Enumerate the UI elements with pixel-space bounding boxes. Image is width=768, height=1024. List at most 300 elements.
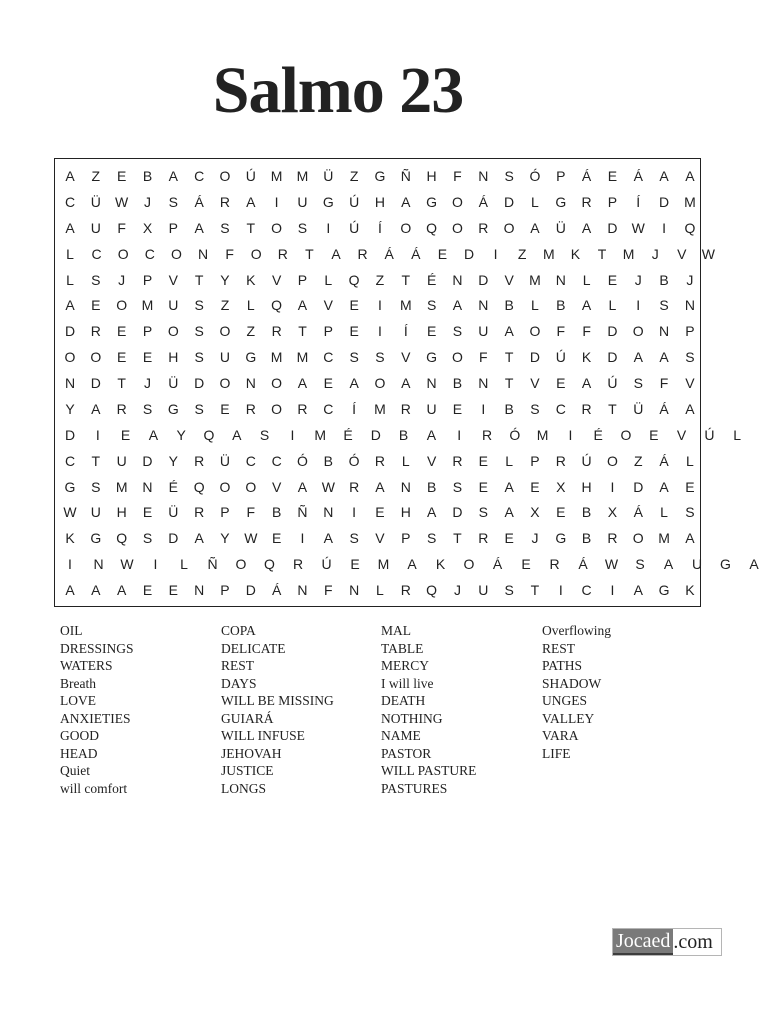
grid-letter: D bbox=[370, 426, 381, 443]
grid-letter: Q bbox=[271, 297, 283, 314]
grid-letter: U bbox=[478, 582, 489, 598]
grid-letter: B bbox=[398, 426, 409, 443]
grid-letter: Á bbox=[271, 582, 282, 598]
grid-letter: I bbox=[378, 297, 382, 314]
grid-letter: J bbox=[634, 271, 642, 288]
word-list-item: TABLE bbox=[381, 640, 424, 656]
grid-letter: B bbox=[323, 452, 333, 469]
grid-letter: N bbox=[64, 375, 76, 391]
grid-letter: V bbox=[271, 271, 282, 288]
grid-letter: Á bbox=[411, 245, 421, 262]
grid-letter: Y bbox=[220, 530, 230, 547]
grid-letter: E bbox=[530, 478, 540, 495]
grid-letter: Ú bbox=[581, 452, 592, 469]
grid-letter: S bbox=[685, 504, 695, 521]
grid-letter: T bbox=[453, 530, 462, 547]
grid-letter: U bbox=[219, 349, 231, 366]
grid-letter: I bbox=[274, 193, 279, 210]
word-list-item: ANXIETIES bbox=[60, 710, 131, 726]
grid-letter: L bbox=[686, 452, 694, 469]
grid-letter: D bbox=[142, 452, 153, 469]
logo-suffix: .com bbox=[673, 931, 713, 953]
grid-letter: O bbox=[219, 478, 231, 495]
grid-letter: Ü bbox=[323, 168, 334, 184]
grid-letter: E bbox=[349, 323, 359, 340]
grid-letter: F bbox=[478, 349, 488, 366]
grid-letter: D bbox=[607, 219, 618, 236]
grid-letter: E bbox=[120, 426, 131, 443]
grid-letter: S bbox=[194, 349, 204, 366]
grid-letter: Z bbox=[633, 452, 643, 469]
grid-letter: C bbox=[64, 452, 76, 469]
grid-letter: B bbox=[142, 168, 153, 184]
grid-letter: D bbox=[463, 245, 475, 262]
grid-letter: F bbox=[556, 323, 566, 340]
grid-letter: E bbox=[437, 245, 448, 262]
grid-letter: Á bbox=[633, 504, 643, 521]
grid-letter: G bbox=[426, 193, 438, 210]
grid-letter: R bbox=[219, 193, 231, 210]
grid-letter: Á bbox=[578, 556, 588, 573]
grid-letter: R bbox=[271, 323, 282, 340]
grid-letter: W bbox=[63, 504, 77, 521]
grid-letter: O bbox=[245, 478, 257, 495]
grid-letter: A bbox=[659, 478, 669, 495]
grid-letter: R bbox=[245, 400, 256, 417]
grid-letter: Z bbox=[375, 271, 385, 288]
grid-letter: W bbox=[631, 219, 645, 236]
grid-letter: H bbox=[374, 193, 386, 210]
grid-letter: O bbox=[632, 530, 644, 547]
grid-letter: Ü bbox=[168, 375, 179, 391]
word-list-item: VARA bbox=[542, 728, 579, 743]
grid-letter: Ú bbox=[349, 193, 360, 210]
grid-letter: Z bbox=[517, 245, 527, 262]
grid-letter: C bbox=[323, 400, 334, 417]
word-list-item: HEAD bbox=[60, 745, 98, 761]
grid-letter: A bbox=[659, 168, 669, 184]
grid-letter: Á bbox=[194, 193, 204, 210]
grid-letter: L bbox=[180, 556, 188, 573]
grid-letter: T bbox=[194, 271, 204, 288]
word-list-item: DAYS bbox=[221, 675, 257, 691]
grid-letter: L bbox=[376, 582, 384, 598]
grid-letter: Í bbox=[352, 400, 357, 417]
grid-letter: A bbox=[297, 375, 308, 391]
grid-letter: I bbox=[153, 556, 158, 573]
word-list-item: REST bbox=[542, 640, 576, 656]
grid-letter: Ú bbox=[349, 219, 360, 236]
grid-letter: R bbox=[400, 400, 411, 417]
grid-letter: É bbox=[593, 426, 603, 443]
grid-letter: Á bbox=[478, 193, 488, 210]
grid-letter: Z bbox=[91, 168, 101, 184]
grid-letter: N bbox=[194, 582, 205, 598]
grid-letter: D bbox=[504, 193, 515, 210]
grid-letter: Q bbox=[203, 426, 215, 443]
grid-letter: N bbox=[297, 582, 308, 598]
grid-row bbox=[50, 193, 768, 211]
grid-letter: E bbox=[478, 478, 488, 495]
grid-letter: A bbox=[685, 168, 695, 184]
word-list-item: NOTHING bbox=[381, 710, 443, 726]
grid-letter: E bbox=[116, 168, 127, 184]
grid-letter: O bbox=[271, 400, 283, 417]
grid-letter: D bbox=[659, 193, 670, 210]
grid-letter: P bbox=[685, 323, 695, 340]
grid-letter: É bbox=[426, 271, 437, 288]
grid-letter: A bbox=[168, 168, 178, 184]
page-title: Salmo 23 bbox=[212, 54, 464, 127]
word-list-item: GUIARÁ bbox=[221, 710, 274, 726]
grid-letter: L bbox=[246, 297, 255, 314]
grid-letter: C bbox=[194, 168, 205, 184]
word-list-item: PASTOR bbox=[381, 745, 432, 761]
grid-letter: P bbox=[556, 168, 566, 184]
grid-letter: L bbox=[531, 193, 539, 210]
grid-letter: A bbox=[246, 193, 256, 210]
grid-letter: R bbox=[357, 245, 368, 262]
grid-letter: R bbox=[581, 400, 592, 417]
logo-brand: Jocaed bbox=[613, 929, 673, 955]
grid-letter: V bbox=[271, 478, 282, 495]
grid-letter: V bbox=[401, 349, 411, 366]
grid-letter: Ú bbox=[555, 349, 566, 366]
grid-letter: N bbox=[555, 271, 566, 288]
grid-letter: P bbox=[401, 530, 411, 547]
grid-letter: Q bbox=[264, 556, 275, 573]
grid-letter: A bbox=[375, 478, 385, 495]
grid-letter: W bbox=[604, 556, 619, 573]
grid-letter: E bbox=[556, 504, 566, 521]
grid-letter: E bbox=[452, 400, 463, 417]
grid-letter: V bbox=[426, 452, 437, 469]
grid-letter: A bbox=[581, 375, 592, 391]
grid-letter: R bbox=[607, 530, 618, 547]
grid-letter: W bbox=[321, 478, 335, 495]
grid-letter: Q bbox=[116, 530, 128, 547]
grid-letter: U bbox=[90, 504, 101, 521]
grid-letter: J bbox=[531, 530, 539, 547]
grid-letter: L bbox=[505, 452, 513, 469]
grid-letter: X bbox=[142, 219, 153, 236]
grid-letter: K bbox=[581, 349, 592, 366]
grid-letter: R bbox=[478, 219, 489, 236]
grid-row bbox=[50, 400, 768, 418]
grid-letter: G bbox=[658, 582, 670, 598]
grid-letter: K bbox=[685, 582, 695, 598]
grid-letter: O bbox=[620, 426, 632, 443]
grid-row bbox=[50, 555, 768, 573]
grid-letter: D bbox=[607, 349, 618, 366]
grid-letter: S bbox=[426, 297, 437, 314]
grid-letter: F bbox=[225, 245, 234, 262]
grid-letter: S bbox=[297, 219, 308, 236]
grid-letter: T bbox=[608, 400, 617, 417]
grid-letter: O bbox=[219, 168, 231, 184]
grid-letter: Ñ bbox=[400, 168, 411, 184]
grid-letter: D bbox=[529, 349, 540, 366]
grid-letter: A bbox=[685, 530, 695, 547]
grid-letter: S bbox=[685, 349, 695, 366]
grid-letter: M bbox=[399, 297, 412, 314]
grid-letter: U bbox=[691, 556, 703, 573]
grid-letter: O bbox=[117, 245, 129, 262]
word-list-item: LONGS bbox=[221, 780, 267, 796]
grid-letter: N bbox=[426, 375, 437, 391]
grid-letter: T bbox=[298, 323, 307, 340]
grid-letter: U bbox=[90, 219, 101, 236]
grid-letter: S bbox=[349, 530, 359, 547]
grid-letter: V bbox=[677, 245, 687, 262]
grid-letter: A bbox=[504, 323, 514, 340]
grid-letter: Ú bbox=[607, 375, 618, 391]
grid-letter: E bbox=[142, 582, 153, 598]
grid-letter: V bbox=[323, 297, 333, 314]
grid-letter: S bbox=[259, 426, 270, 443]
grid-letter: E bbox=[349, 297, 359, 314]
grid-letter: A bbox=[116, 582, 127, 598]
grid-letter: S bbox=[91, 271, 101, 288]
grid-letter: R bbox=[374, 452, 386, 469]
grid-letter: R bbox=[90, 323, 101, 340]
grid-letter: Y bbox=[176, 426, 186, 443]
grid-letter: I bbox=[662, 219, 667, 236]
grid-letter: S bbox=[142, 400, 153, 417]
grid-letter: L bbox=[324, 271, 333, 288]
word-list-item: MAL bbox=[381, 623, 411, 638]
grid-letter: E bbox=[521, 556, 531, 573]
grid-letter: F bbox=[453, 168, 462, 184]
grid-letter: A bbox=[581, 297, 592, 314]
grid-letter: K bbox=[570, 245, 581, 262]
grid-letter: A bbox=[65, 168, 75, 184]
grid-letter: B bbox=[556, 297, 566, 314]
word-list-item: DEATH bbox=[381, 693, 426, 708]
grid-letter: Ó bbox=[509, 426, 521, 443]
grid-letter: E bbox=[323, 375, 333, 391]
grid-letter: E bbox=[375, 504, 385, 521]
grid-letter: I bbox=[558, 582, 563, 598]
grid-letter: A bbox=[749, 556, 759, 573]
word-list-item: will comfort bbox=[60, 780, 128, 796]
grid-letter: Ñ bbox=[207, 556, 218, 573]
grid-letter: C bbox=[271, 452, 282, 469]
word-list-item: PATHS bbox=[542, 658, 583, 673]
grid-letter: K bbox=[246, 271, 256, 288]
grid-letter: S bbox=[452, 478, 463, 495]
grid-letter: A bbox=[194, 530, 204, 547]
grid-letter: W bbox=[120, 556, 134, 573]
grid-letter: Á bbox=[492, 556, 503, 573]
grid-letter: O bbox=[451, 219, 463, 236]
grid-letter: E bbox=[91, 297, 101, 314]
grid-letter: N bbox=[400, 478, 411, 495]
grid-letter: F bbox=[582, 323, 591, 340]
grid-letter: O bbox=[374, 375, 386, 391]
grid-letter: M bbox=[658, 530, 670, 547]
grid-letter: D bbox=[245, 582, 256, 598]
grid-letter: I bbox=[493, 245, 498, 262]
grid-letter: I bbox=[636, 297, 641, 314]
grid-letter: G bbox=[322, 193, 334, 210]
grid-letter: Z bbox=[246, 323, 256, 340]
grid-letter: G bbox=[555, 530, 567, 547]
grid-letter: O bbox=[116, 297, 128, 314]
word-list-item: Breath bbox=[60, 675, 96, 691]
grid-letter: I bbox=[95, 426, 100, 443]
grid-letter: Ú bbox=[321, 556, 332, 573]
grid-letter: N bbox=[323, 504, 334, 521]
grid-letter: R bbox=[116, 400, 127, 417]
grid-letter: N bbox=[684, 297, 695, 314]
grid-letter: B bbox=[581, 504, 592, 521]
grid-row bbox=[50, 167, 768, 185]
grid-letter: A bbox=[663, 556, 674, 573]
word-list-item: JUSTICE bbox=[221, 763, 274, 778]
grid-letter: A bbox=[426, 504, 437, 521]
grid-letter: J bbox=[118, 271, 126, 288]
grid-letter: R bbox=[297, 400, 308, 417]
grid-letter: D bbox=[64, 426, 76, 443]
grid-letter: I bbox=[568, 426, 573, 443]
grid-letter: N bbox=[142, 478, 153, 495]
grid-letter: A bbox=[297, 297, 308, 314]
grid-letter: J bbox=[686, 271, 694, 288]
word-list-item: WILL PASTURE bbox=[381, 763, 477, 778]
grid-letter: Y bbox=[65, 400, 75, 417]
grid-letter: A bbox=[65, 297, 75, 314]
word-list-item: LOVE bbox=[60, 693, 96, 708]
grid-letter: G bbox=[374, 168, 386, 184]
word-list-item: WILL BE MISSING bbox=[221, 693, 334, 708]
grid-letter: Í bbox=[403, 323, 408, 340]
grid-letter: A bbox=[349, 375, 359, 391]
grid-letter: O bbox=[64, 349, 76, 366]
grid-letter: Á bbox=[659, 400, 669, 417]
grid-row bbox=[50, 374, 768, 392]
grid-letter: O bbox=[632, 323, 644, 340]
grid-letter: C bbox=[245, 452, 256, 469]
grid-letter: O bbox=[170, 245, 182, 262]
grid-letter: M bbox=[622, 245, 635, 262]
site-logo bbox=[612, 928, 722, 956]
grid-letter: O bbox=[463, 556, 475, 573]
grid-letter: A bbox=[504, 504, 514, 521]
grid-letter: E bbox=[271, 530, 282, 547]
grid-letter: A bbox=[91, 582, 101, 598]
word-list-item: Quiet bbox=[60, 763, 90, 778]
grid-letter: Q bbox=[426, 582, 438, 598]
grid-letter: R bbox=[549, 556, 560, 573]
grid-letter: D bbox=[64, 323, 76, 340]
grid-letter: M bbox=[536, 426, 549, 443]
grid-letter: A bbox=[401, 193, 411, 210]
word-list-column bbox=[542, 622, 702, 762]
grid-letter: E bbox=[504, 530, 514, 547]
grid-letter: M bbox=[115, 478, 128, 495]
grid-row bbox=[50, 219, 768, 237]
grid-row bbox=[50, 581, 768, 599]
word-list-column bbox=[60, 622, 220, 797]
grid-letter: D bbox=[194, 375, 205, 391]
grid-letter: M bbox=[374, 400, 386, 417]
grid-letter: D bbox=[168, 530, 179, 547]
word-list-item: OIL bbox=[60, 623, 83, 638]
grid-letter: K bbox=[65, 530, 75, 547]
grid-letter: K bbox=[435, 556, 446, 573]
grid-letter: C bbox=[144, 245, 155, 262]
grid-letter: T bbox=[305, 245, 314, 262]
grid-letter: R bbox=[292, 556, 304, 573]
word-list-item: JEHOVAH bbox=[221, 745, 282, 761]
grid-letter: E bbox=[350, 556, 360, 573]
grid-letter: H bbox=[426, 168, 437, 184]
grid-letter: F bbox=[117, 219, 126, 236]
grid-letter: P bbox=[142, 271, 153, 288]
grid-letter: E bbox=[220, 400, 230, 417]
word-list-item: REST bbox=[221, 658, 255, 673]
grid-letter: B bbox=[504, 297, 514, 314]
grid-letter: V bbox=[676, 426, 687, 443]
grid-letter: O bbox=[167, 323, 179, 340]
grid-letter: S bbox=[633, 375, 643, 391]
grid-letter: A bbox=[65, 219, 75, 236]
grid-letter: Ú bbox=[704, 426, 715, 443]
grid-letter: L bbox=[401, 452, 410, 469]
grid-row bbox=[50, 245, 768, 263]
grid-letter: B bbox=[271, 504, 282, 521]
grid-letter: A bbox=[633, 349, 643, 366]
grid-letter: S bbox=[635, 556, 645, 573]
grid-letter: Ó bbox=[348, 452, 360, 469]
grid-letter: B bbox=[426, 478, 437, 495]
grid-row bbox=[50, 503, 768, 521]
grid-letter: B bbox=[504, 400, 514, 417]
grid-letter: A bbox=[401, 375, 411, 391]
grid-letter: N bbox=[245, 375, 256, 391]
grid-letter: O bbox=[451, 349, 463, 366]
grid-letter: S bbox=[194, 297, 204, 314]
grid-letter: U bbox=[116, 452, 127, 469]
grid-letter: É bbox=[168, 478, 178, 495]
word-list-item: NAME bbox=[381, 728, 421, 743]
grid-letter: S bbox=[349, 349, 359, 366]
grid-letter: A bbox=[323, 530, 333, 547]
grid-letter: C bbox=[91, 245, 102, 262]
grid-letter: Ü bbox=[168, 504, 179, 521]
grid-letter: Á bbox=[659, 452, 669, 469]
grid-letter: I bbox=[326, 219, 331, 236]
grid-letter: B bbox=[452, 375, 463, 391]
grid-letter: Q bbox=[348, 271, 360, 288]
grid-letter: E bbox=[116, 349, 127, 366]
grid-letter: T bbox=[504, 349, 514, 366]
grid-letter: T bbox=[597, 245, 607, 262]
grid-letter: S bbox=[168, 193, 178, 210]
grid-letter: N bbox=[478, 375, 489, 391]
grid-letter: M bbox=[270, 168, 283, 184]
grid-letter: Ó bbox=[297, 452, 308, 469]
grid-letter: R bbox=[452, 452, 463, 469]
grid-letter: A bbox=[65, 582, 75, 598]
grid-letter: E bbox=[168, 582, 178, 598]
grid-letter: X bbox=[530, 504, 540, 521]
letter-grid bbox=[50, 160, 768, 610]
grid-letter: É bbox=[343, 426, 353, 443]
grid-letter: F bbox=[659, 375, 669, 391]
grid-letter: T bbox=[91, 452, 101, 469]
